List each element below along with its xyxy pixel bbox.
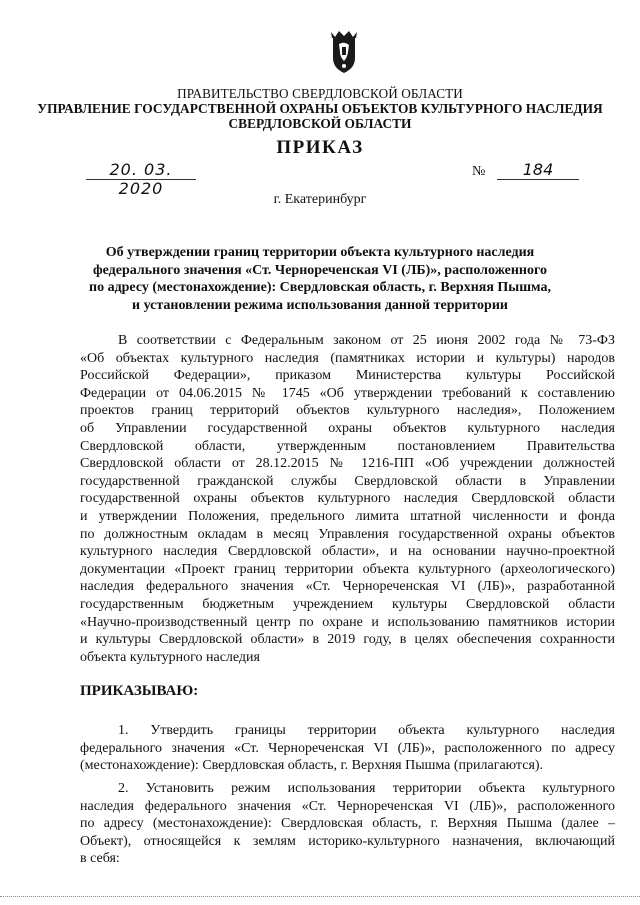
page-bottom-divider <box>0 896 640 897</box>
text-line: (местонахождение): Свердловская область, г. Верхняя Пышма (прилагаются). <box>80 758 544 774</box>
preamble-paragraph <box>80 332 615 666</box>
text-line: Свердловской области от 28.12.2015 № 1216-ПП «Об учреждении должностей <box>80 456 615 472</box>
order-date: 20. 03. 2020 <box>86 160 196 180</box>
text-line: Свердловской области, утвержденным постановлением Правительства <box>80 438 615 454</box>
subject-line: по адресу (местонахождение): Свердловская область, г. Верхняя Пышма, <box>89 280 551 295</box>
text-line: 2. Установить режим использования территории объекта культурного <box>118 781 615 796</box>
text-line: наследия федерального значения «Ст. Чернореченская VI (ЛБ)», разработанной <box>80 579 615 595</box>
subject-line: федерального значения «Ст. Чернореченская VI (ЛБ)», расположенного <box>92 262 548 278</box>
order-heading: ПРИКАЗЫВАЮ: <box>80 683 199 699</box>
government-name: ПРАВИТЕЛЬСТВО СВЕРДЛОВСКОЙ ОБЛАСТИ <box>177 86 463 101</box>
department-line-1: УПРАВЛЕНИЕ ГОСУДАРСТВЕННОЙ ОХРАНЫ ОБЪЕКТОВ КУЛЬТУРНОГО НАСЛЕДИЯ <box>37 101 603 116</box>
department-line-2: СВЕРДЛОВСКОЙ ОБЛАСТИ <box>228 116 412 131</box>
text-line: об Управлении государственной охраны объектов культурного наследия <box>80 420 615 436</box>
city-name: г. Екатеринбург <box>273 192 367 207</box>
text-line: государственной охраны объектов культурного наследия Свердловской области <box>80 491 615 507</box>
text-line: по должностным окладам в месяц Управления государственной охраны объектов <box>80 526 615 542</box>
text-line: культурного наследия Свердловской области», и на основании научно-проектной <box>80 544 615 560</box>
number-label: № <box>472 164 486 179</box>
text-line: 1. Утвердить границы территории объекта культурного наследия <box>118 723 615 738</box>
document-type-title: ПРИКАЗ <box>276 137 364 158</box>
text-line: и утверждении Положения, предельного лимита штатной численности и фонда <box>80 508 615 524</box>
text-line: наследия федерального значения «Ст. Чернореченская VI (ЛБ)», расположенного <box>80 798 615 814</box>
text-line: и культуры Свердловской области» в 2019 году, в целях обеспечения сохранности <box>80 632 615 648</box>
order-subject <box>0 244 640 314</box>
text-line: документации «Проект границ территории объекта культурного (археологического) <box>80 561 615 577</box>
order-item-2 <box>80 780 615 868</box>
coat-of-arms-emblem <box>327 28 361 74</box>
subject-line: Об утверждении границ территории объекта культурного наследия <box>105 245 535 260</box>
text-line: объекта культурного наследия <box>80 649 260 665</box>
text-line: В соответствии с Федеральным законом от 25 июня 2002 года № 73-ФЗ <box>118 333 615 348</box>
text-line: государственной гражданской службы Свердловской области в Управлении <box>80 473 615 489</box>
text-line: федерального значения «Ст. Чернореченская VI (ЛБ)», расположенного по адресу <box>80 740 615 756</box>
text-line: в себя: <box>80 851 120 867</box>
order-item-1 <box>80 722 615 775</box>
order-number: 184 <box>497 160 579 180</box>
text-line: Федерации от 04.06.2015 № 1745 «Об утверждении требований к составлению <box>80 385 615 401</box>
text-line: «Научно-производственный центр по охране и использованию памятников истории <box>80 614 615 630</box>
text-line: государственным бюджетным учреждением культуры Свердловской области <box>80 596 615 612</box>
subject-line: и установлении режима использования данной территории <box>132 297 508 313</box>
text-line: Объект), относящейся к землям историко-культурного назначения, включающий <box>80 833 615 849</box>
text-line: проектов границ территорий объектов культурного наследия», Положением <box>80 403 615 419</box>
text-line: «Об объектах культурного наследия (памятниках истории и культуры) народов <box>80 350 615 366</box>
department-name <box>0 101 640 131</box>
text-line: Российской Федерации», приказом Министерства культуры Российской <box>80 368 615 384</box>
text-line: по адресу (местонахождение): Свердловская область, г. Верхняя Пышма (далее – <box>80 816 615 832</box>
